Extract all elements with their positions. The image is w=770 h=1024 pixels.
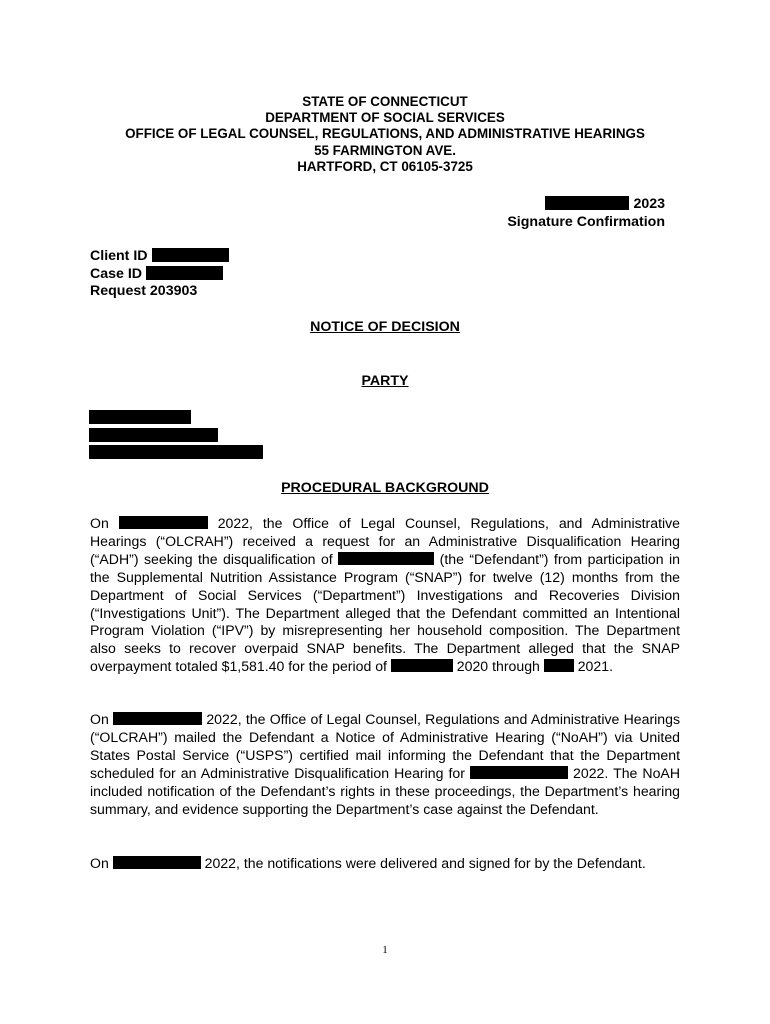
date-block — [507, 195, 665, 231]
party-title: PARTY — [361, 373, 409, 389]
redacted-period-start — [391, 659, 453, 672]
p1-text-2: 2022, the Office of Legal Counsel, Regulations, and Administrative Hearings (“OLCRAH”) received a request for an Administrative Disqualification Hearing (“ADH”) seeking the disqualification of — [90, 515, 680, 567]
redacted-mail-date — [113, 712, 202, 725]
agency-header — [0, 94, 770, 175]
header-office: OFFICE OF LEGAL COUNSEL, REGULATIONS, AND ADMINISTRATIVE HEARINGS — [125, 126, 645, 142]
redacted-hearing-date — [470, 766, 568, 779]
p2-text-1: On — [90, 711, 109, 727]
party-address-redacted — [89, 410, 263, 463]
redacted-defendant-name — [338, 552, 434, 565]
p2-text-3: 2022. The NoAH included notification of the Defendant’s rights in these proceedings, the Department’s hearing summary, and evidence supporting the Department’s case against the Defendant. — [90, 764, 681, 817]
redacted-request-date — [119, 516, 208, 529]
case-identifiers — [90, 248, 229, 301]
header-city: HARTFORD, CT 06105-3725 — [297, 158, 473, 174]
delivery-method: Signature Confirmation — [507, 214, 665, 230]
redacted-party-name — [89, 410, 191, 424]
p1-text-1: On — [90, 515, 109, 531]
procedural-background-title: PROCEDURAL BACKGROUND — [281, 480, 489, 496]
paragraph-1 — [90, 515, 680, 676]
p3-text-1: On — [90, 855, 109, 871]
redacted-party-street — [89, 428, 218, 442]
header-street: 55 FARMINGTON AVE. — [314, 142, 456, 158]
request-number: Request 203903 — [90, 283, 198, 299]
client-id-line — [90, 248, 229, 266]
redacted-period-end — [544, 659, 574, 672]
paragraph-2 — [90, 711, 680, 818]
page-number: 1 — [382, 944, 388, 956]
redacted-party-city — [89, 445, 263, 459]
header-state: STATE OF CONNECTICUT — [302, 94, 468, 109]
p1-text-5: 2021. — [577, 658, 613, 675]
case-id-label: Case ID — [90, 265, 143, 282]
redacted-date — [545, 196, 629, 210]
paragraph-3 — [90, 855, 680, 873]
redacted-client-id — [152, 248, 229, 262]
header-department: DEPARTMENT OF SOCIAL SERVICES — [265, 110, 505, 126]
client-id-label: Client ID — [90, 248, 148, 264]
redacted-case-id — [146, 266, 223, 280]
date-year: 2023 — [633, 196, 665, 212]
case-id-line — [90, 266, 229, 284]
date-line — [507, 195, 665, 213]
p1-text-4: 2020 through — [456, 658, 540, 675]
p2-text-2: 2022, the Office of Legal Counsel, Regulations and Administrative Hearings (“OLCRAH”) mailed the Defendant a Notice of Administrative Hearing (“NoAH”) via United States Postal Service (“USPS”) certified mail informing the Defendant that the Department scheduled for an Administrative Disqualification Hearing for — [90, 711, 680, 781]
notice-title: NOTICE OF DECISION — [310, 319, 460, 335]
p3-text-2: 2022, the notifications were delivered and signed for by the Defendant. — [204, 855, 646, 871]
redacted-delivery-date — [113, 856, 201, 869]
p1-text-3: (the “Defendant”) from participation in the Supplemental Nutrition Assistance Program (“SNAP”) for twelve (12) months from the Department of Social Services (“Department”) Investigations and Recoveries Division (“Investigations Unit”). The Department alleged that the Defendant committed an Intentional Program Violation (“IPV”) by misrepresenting her household composition. The Department also seeks to recover overpaid SNAP benefits. The Department alleged that the SNAP overpayment totaled $1,581.40 for the period of — [90, 550, 680, 675]
